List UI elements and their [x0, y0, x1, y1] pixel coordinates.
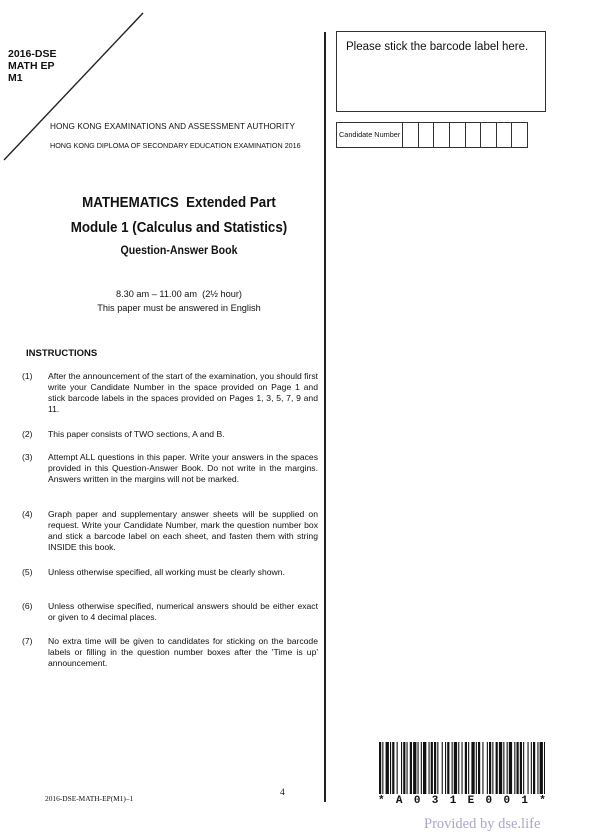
- candidate-number-cell[interactable]: [450, 123, 466, 147]
- instruction-number: (4): [22, 509, 33, 519]
- instruction-item: [22, 509, 318, 553]
- instruction-text: After the announcement of the start of the examination, you should first write your Candidate Number in the space provided on Page 1 and stick barcode labels in the spaces provided on Pages 1, 3, 5, 7, 9 and 11.: [48, 371, 318, 414]
- instruction-number: (6): [22, 601, 33, 611]
- barcode-char: 0: [485, 795, 493, 807]
- exam-time: 8.30 am – 11.00 am (2½ hour): [116, 289, 242, 299]
- barcode-graphic: [378, 742, 546, 794]
- candidate-number-cell[interactable]: [497, 123, 513, 147]
- title-subject: MATHEMATICS Extended Part: [82, 195, 276, 211]
- page-number: 4: [280, 788, 285, 798]
- instruction-text: Unless otherwise specified, all working must be clearly shown.: [48, 567, 285, 577]
- paper-code: [8, 48, 56, 84]
- barcode-char: 1: [521, 795, 528, 807]
- language-note: This paper must be answered in English: [97, 303, 261, 313]
- barcode-caption: [378, 795, 546, 807]
- barcode-char: 0: [503, 795, 511, 807]
- instruction-item: [22, 567, 318, 578]
- instruction-text: This paper consists of TWO sections, A and B.: [48, 429, 225, 439]
- instruction-number: (7): [22, 636, 33, 646]
- barcode-char: A: [395, 795, 403, 807]
- barcode-char: 3: [431, 795, 439, 807]
- footer-paper-code: 2016-DSE-MATH-EP(M1)–1: [45, 794, 134, 803]
- candidate-number-cell[interactable]: [403, 123, 419, 147]
- paper-code-line: M1: [8, 72, 23, 84]
- title-module: Module 1 (Calculus and Statistics): [70, 220, 288, 236]
- instruction-number: (1): [22, 371, 33, 381]
- barcode-char: E: [467, 795, 475, 807]
- paper-code-line: MATH EP: [8, 60, 55, 72]
- barcode-label-prompt: Please stick the barcode label here.: [346, 41, 529, 53]
- instruction-text: Attempt ALL questions in this paper. Write your answers in the spaces provided in this Question-Answer Book. Do not write in the margins. Answers written in the margins will not be marked.: [48, 452, 318, 484]
- instruction-text: No extra time will be given to candidates for sticking on the barcode labels or filling in the question number boxes after the 'Time is up' announcement.: [48, 636, 318, 668]
- paper-code-line: 2016-DSE: [8, 48, 57, 60]
- instructions-heading: INSTRUCTIONS: [26, 348, 98, 359]
- instruction-number: (5): [22, 567, 33, 577]
- instruction-number: (2): [22, 429, 33, 439]
- page-divider: [324, 32, 326, 802]
- instruction-number: (3): [22, 452, 33, 462]
- exam-name: HONG KONG DIPLOMA OF SECONDARY EDUCATION EXAMINATION 2016: [50, 141, 301, 150]
- candidate-number-label: Candidate Number: [337, 123, 403, 147]
- provided-by-watermark: Provided by dse.life: [424, 816, 541, 832]
- instruction-item: [22, 601, 318, 623]
- candidate-number-cell[interactable]: [481, 123, 497, 147]
- instruction-item: [22, 452, 318, 485]
- instruction-item: [22, 371, 318, 415]
- candidate-number-cell[interactable]: [419, 123, 435, 147]
- instruction-text: Graph paper and supplementary answer sheets will be supplied on request. Write your Candidate Number, mark the question number box and stick a barcode label on each sheet, and fasten them with string INSIDE this book.: [48, 509, 318, 552]
- instruction-text: Unless otherwise specified, numerical answers should be either exact or given to 4 decimal places.: [48, 601, 318, 622]
- barcode-char: 0: [413, 795, 421, 807]
- candidate-number-field[interactable]: [336, 122, 528, 148]
- candidate-number-cell[interactable]: [434, 123, 450, 147]
- barcode-char: *: [539, 795, 546, 807]
- instruction-item: [22, 429, 318, 440]
- candidate-number-cell[interactable]: [466, 123, 482, 147]
- barcode-char: *: [378, 795, 385, 807]
- instruction-item: [22, 636, 318, 669]
- title-book-type: Question-Answer Book: [120, 245, 238, 257]
- candidate-number-cell[interactable]: [512, 123, 527, 147]
- barcode-char: 1: [449, 795, 457, 807]
- authority-name: HONG KONG EXAMINATIONS AND ASSESSMENT AUTHORITY: [50, 122, 296, 131]
